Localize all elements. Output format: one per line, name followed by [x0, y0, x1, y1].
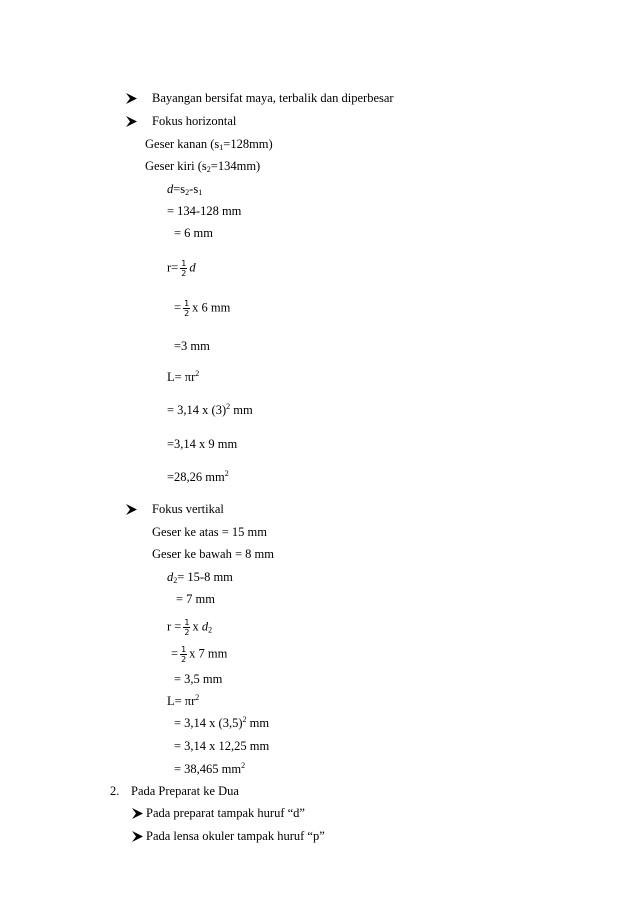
- geser-bawah-line: Geser ke bawah = 8 mm: [152, 547, 274, 561]
- geser-atas-line: Geser ke atas = 15 mm: [152, 525, 268, 539]
- half-fraction: $\frac{1}{2}$: [184, 299, 190, 318]
- r-vertical-equation: r = $\frac{1}{2}$ x $d_2$: [167, 618, 213, 637]
- area-vertical-step-3: = 38,465 $mm^2$: [174, 761, 246, 776]
- section-2-item-1: Pada preparat tampak huruf “d”: [146, 806, 305, 820]
- area-vertical-equation: $L= \pi r^2$: [167, 693, 200, 708]
- bullet-image-property: Bayangan bersifat maya, terbalik dan diperbesar: [152, 91, 394, 105]
- r-equation: r= $\frac{1}{2}$ d: [167, 259, 196, 278]
- d-equation: $d=s_2-s_1$: [167, 182, 203, 197]
- d2-step: = 7 mm: [176, 592, 215, 606]
- d-step-1: = 134-128 mm: [167, 204, 242, 218]
- area-step-2: =3,14 x 9 mm: [167, 437, 238, 451]
- arrow-bullet-icon: [126, 504, 137, 515]
- arrow-bullet-icon: [132, 831, 143, 842]
- arrow-bullet-icon: [132, 808, 143, 819]
- horizontal-heading: Fokus horizontal: [152, 114, 237, 128]
- r-step-1: = $\frac{1}{2}$ x 6 mm: [174, 299, 231, 318]
- d2-equation: $d_2= 15-8$ mm: [167, 570, 233, 585]
- d-step-2: = 6 mm: [174, 226, 213, 240]
- area-vertical-step-1: = 3,14 x $(3,5)^2$ mm: [174, 715, 270, 730]
- geser-kanan-line: Geser kanan $(s_1=128mm)$: [145, 137, 273, 152]
- half-fraction: $\frac{1}{2}$: [181, 645, 187, 664]
- r-vertical-step-1: = $\frac{1}{2}$ x 7 mm: [171, 645, 228, 664]
- area-step-3: =28,26 $mm^2$: [167, 469, 229, 484]
- r-vertical-step-2: = 3,5 mm: [174, 672, 223, 686]
- half-fraction: $\frac{1}{2}$: [181, 259, 187, 278]
- geser-kiri-line: Geser kiri $(s_2=134mm)$: [145, 159, 261, 174]
- half-fraction: $\frac{1}{2}$: [184, 618, 190, 637]
- arrow-bullet-icon: [126, 116, 137, 127]
- area-vertical-step-2: = 3,14 x 12,25 mm: [174, 739, 270, 753]
- section-2-title: Pada Preparat ke Dua: [131, 784, 239, 798]
- section-2-item-2: Pada lensa okuler tampak huruf “p”: [146, 829, 325, 843]
- section-2-number: 2.: [110, 784, 120, 798]
- vertical-heading: Fokus vertikal: [152, 502, 224, 516]
- area-equation: $L= \pi r^2$: [167, 369, 200, 384]
- area-step-1: = 3,14 x $(3)^2$ mm: [167, 402, 253, 417]
- r-step-2: =3 mm: [174, 339, 210, 353]
- arrow-bullet-icon: [126, 93, 137, 104]
